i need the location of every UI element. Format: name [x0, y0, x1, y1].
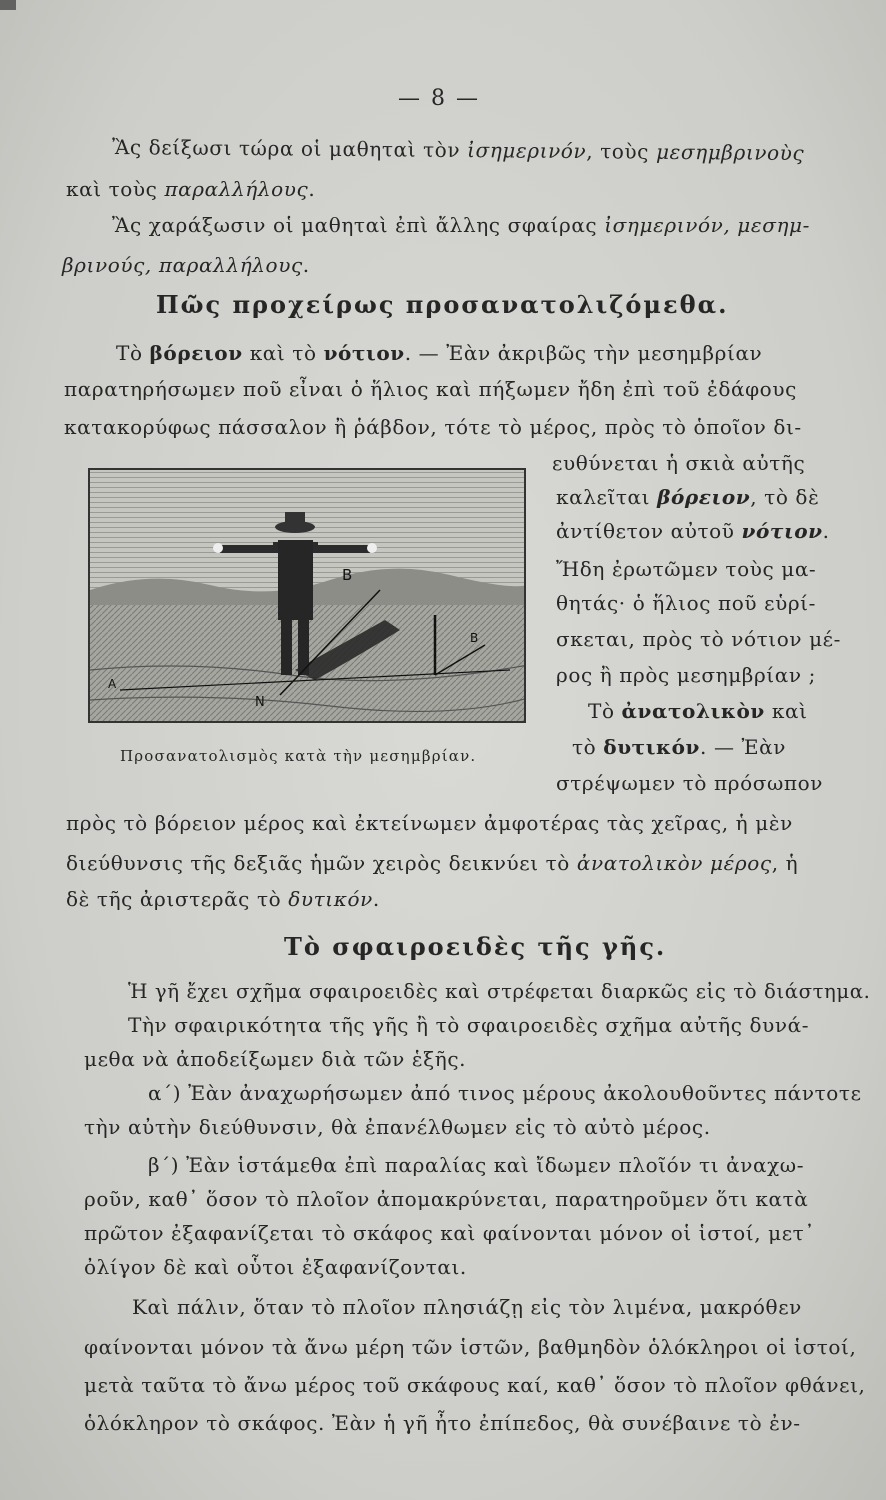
text-line: δὲ τῆς ἀριστερᾶς τὸ δυτικόν. [66, 887, 380, 911]
text-line: βρινούς, παραλλήλους. [62, 253, 310, 277]
text-line: Ἡ γῆ ἔχει σχῆμα σφαιροειδὲς καὶ στρέφεται διαρκῶς εἰς τὸ διάστημα. [128, 979, 871, 1003]
label-a: A [108, 677, 117, 691]
figure-caption: Προσανατολισμὸς κατὰ τὴν μεσημβρίαν. [120, 747, 477, 765]
text-line: ροῦν, καθ᾽ ὅσον τὸ πλοῖον ἀπομακρύνεται, παρατηροῦμεν ὅτι κατὰ [84, 1187, 809, 1211]
text-line: κατακορύφως πάσσαλον ἢ ῥάβδον, τότε τὸ μέρος, πρὸς τὸ ὁποῖον δι- [64, 415, 802, 439]
text-line: β΄) Ἐὰν ἱστάμεθα ἐπὶ παραλίας καὶ ἴδωμεν πλοῖόν τι ἀναχω- [148, 1153, 805, 1177]
text-line: μεθα νὰ ἀποδείξωμεν διὰ τῶν ἑξῆς. [84, 1047, 467, 1071]
text-line: Ἂς χαράξωσιν οἱ μαθηταὶ ἐπὶ ἄλλης σφαίρας ἰσημερινόν, μεσημ- [112, 213, 811, 237]
text-line: διεύθυνσις τῆς δεξιᾶς ἡμῶν χειρὸς δεικνύει τὸ ἀνατολικὸν μέρος, ἡ [66, 851, 799, 875]
text-line: ὀλίγον δὲ καὶ οὗτοι ἐξαφανίζονται. [84, 1255, 467, 1279]
text-line: θητάς· ὁ ἥλιος ποῦ εὑρί- [556, 591, 816, 615]
text-line: πρῶτον ἐξαφανίζεται τὸ σκάφος καὶ φαίνονται μόνον οἱ ἱστοί, μετ᾽ [84, 1221, 815, 1245]
text-line: καλεῖται βόρειον, τὸ δὲ [556, 485, 820, 509]
text-line: καὶ τοὺς παραλλήλους. [66, 177, 316, 201]
text-line: πρὸς τὸ βόρειον μέρος καὶ ἐκτείνωμεν ἀμφοτέρας τὰς χεῖρας, ἡ μὲν [66, 811, 793, 835]
page-number: — 8 — [398, 86, 480, 111]
label-b-small: B [470, 631, 479, 645]
text-line: α΄) Ἐὰν ἀναχωρήσωμεν ἀπό τινος μέρους ἀκολουθοῦντες πάντοτε [148, 1081, 862, 1105]
text-line: τὸ δυτικόν. — Ἐὰν [572, 735, 787, 759]
text-line: φαίνονται μόνον τὰ ἄνω μέρη τῶν ἱστῶν, βαθμηδὸν ὁλόκληροι οἱ ἱστοί, [84, 1335, 857, 1359]
text-line: Τὴν σφαιρικότητα τῆς γῆς ἢ τὸ σφαιροειδὲς σχῆμα αὐτῆς δυνά- [128, 1013, 810, 1037]
text-line: Ἂς δείξωσι τώρα οἱ μαθηταὶ τὸν ἰσημερινόν, τοὺς μεσημβρινοὺς [111, 135, 805, 166]
text-line: Τὸ ἀνατολικὸν καὶ [588, 699, 808, 723]
text-line: Καὶ πάλιν, ὅταν τὸ πλοῖον πλησιάζῃ εἰς τὸν λιμένα, μακρόθεν [132, 1295, 802, 1319]
section-heading: Τὸ σφαιροειδὲς τῆς γῆς. [284, 932, 667, 961]
text-line: στρέψωμεν τὸ πρόσωπον [556, 771, 824, 795]
label-n: N [255, 695, 265, 710]
text-line: ὁλόκληρον τὸ σκάφος. Ἐὰν ἡ γῆ ἦτο ἐπίπεδος, θὰ συνέβαινε τὸ ἐν- [84, 1411, 801, 1435]
text-line: ρος ἢ πρὸς μεσημβρίαν ; [556, 663, 816, 687]
orientation-illustration [88, 468, 526, 723]
section-heading: Πῶς προχείρως προσανατολιζόμεθα. [156, 290, 729, 319]
text-line: σκεται, πρὸς τὸ νότιον μέ- [556, 627, 841, 651]
engraving-svg [90, 470, 526, 723]
text-line: παρατηρήσωμεν ποῦ εἶναι ὁ ἥλιος καὶ πήξωμεν ἤδη ἐπὶ τοῦ ἐδάφους [64, 377, 797, 401]
text-line: Ἤδη ἐρωτῶμεν τοὺς μα- [556, 557, 817, 581]
text-line: τὴν αὐτὴν διεύθυνσιν, θὰ ἐπανέλθωμεν εἰς τὸ αὐτὸ μέρος. [84, 1115, 711, 1139]
text-line: Τὸ βόρειον καὶ τὸ νότιον. — Ἐὰν ἀκριβῶς τὴν μεσημβρίαν [116, 341, 763, 365]
text-line: ευθύνεται ἡ σκιὰ αὐτῆς [552, 451, 806, 475]
corner-mark [0, 0, 16, 10]
label-b: B [342, 566, 353, 584]
text-line: μετὰ ταῦτα τὸ ἄνω μέρος τοῦ σκάφους καί, καθ᾽ ὅσον τὸ πλοῖον φθάνει, [84, 1373, 866, 1397]
text-line: ἀντίθετον αὐτοῦ νότιον. [556, 519, 830, 543]
